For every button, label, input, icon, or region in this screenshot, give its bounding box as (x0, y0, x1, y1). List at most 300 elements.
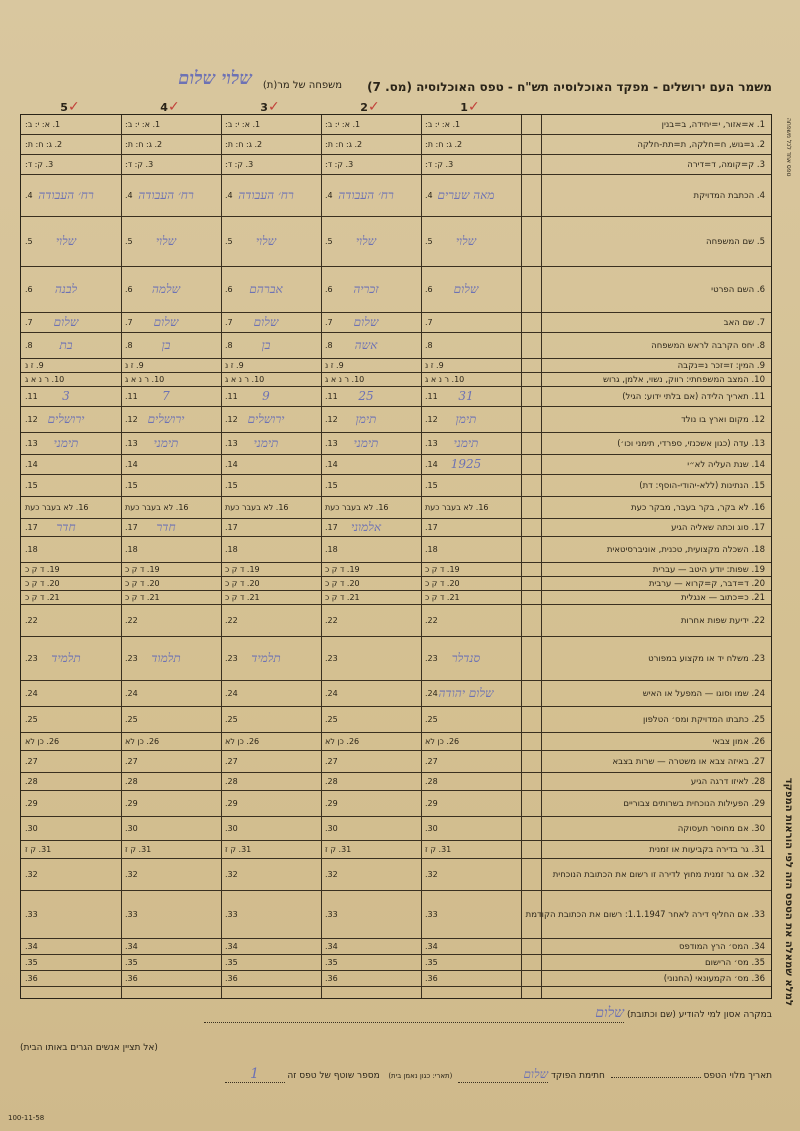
field-person-2[interactable] (321, 591, 421, 605)
field-options: 9. ז נ (325, 360, 344, 370)
field-options: 7. (425, 317, 433, 327)
field-person-3[interactable] (221, 455, 321, 475)
field-person-1[interactable] (421, 373, 521, 387)
field-person-2[interactable] (321, 359, 421, 373)
field-person-4[interactable] (121, 637, 221, 681)
check-mark-icon: ✓ (67, 99, 80, 115)
field-person-1[interactable] (421, 681, 521, 707)
field-options: 36. (25, 973, 38, 983)
field-person-4[interactable] (121, 433, 221, 455)
field-options: 19. ד ק כ (425, 564, 460, 574)
field-value: שלום (253, 315, 279, 329)
field-person-2[interactable] (321, 407, 421, 433)
field-options: 23. (325, 653, 338, 663)
field-options: 25. (425, 714, 438, 724)
field-person-2[interactable] (321, 891, 421, 939)
field-person-1[interactable] (421, 733, 521, 751)
field-person-3[interactable] (221, 333, 321, 359)
field-person-2[interactable] (321, 497, 421, 519)
field-person-4[interactable] (121, 267, 221, 313)
field-person-1[interactable] (421, 433, 521, 455)
emergency-input[interactable]: שלום (204, 1005, 624, 1023)
field-options: 2. ג: ח: ת: (425, 139, 463, 149)
field-person-1[interactable] (421, 359, 521, 373)
field-options: 15. (125, 480, 138, 490)
field-person-1[interactable] (421, 475, 521, 497)
field-options: 8. (225, 340, 233, 350)
field-person-2[interactable] (321, 971, 421, 987)
field-person-3[interactable] (221, 591, 321, 605)
field-person-2[interactable] (321, 817, 421, 841)
field-person-4[interactable] (121, 591, 221, 605)
field-person-1[interactable] (421, 135, 521, 155)
field-person-1[interactable] (421, 891, 521, 939)
field-person-5[interactable] (21, 955, 121, 971)
field-options: 6. (425, 284, 433, 294)
field-person-4[interactable] (121, 407, 221, 433)
field-person-3[interactable] (221, 313, 321, 333)
field-person-1[interactable] (421, 859, 521, 891)
field-person-1[interactable] (421, 773, 521, 791)
field-person-3[interactable] (221, 605, 321, 637)
field-person-3[interactable] (221, 637, 321, 681)
field-person-5[interactable] (21, 313, 121, 333)
form-row-heb (21, 563, 771, 577)
field-person-1[interactable] (421, 605, 521, 637)
row-label: 6. השם הפרטי (711, 284, 765, 295)
field-person-5[interactable] (21, 791, 121, 817)
field-person-3[interactable] (221, 681, 321, 707)
field-person-4[interactable] (121, 455, 221, 475)
field-person-1[interactable] (421, 751, 521, 773)
field-value: בן (261, 338, 271, 352)
field-person-1[interactable] (421, 155, 521, 175)
field-person-1[interactable] (421, 455, 521, 475)
field-person-1[interactable] (421, 519, 521, 537)
field-person-3[interactable] (221, 563, 321, 577)
field-person-2[interactable] (321, 955, 421, 971)
field-person-3[interactable] (221, 497, 321, 519)
field-person-2[interactable] (321, 267, 421, 313)
field-options: 4. (325, 190, 333, 200)
form-row-otherlang (21, 605, 771, 637)
field-options: 9. ז נ (25, 360, 44, 370)
field-person-1[interactable] (421, 387, 521, 407)
field-person-2[interactable] (321, 563, 421, 577)
field-person-1[interactable] (421, 217, 521, 267)
field-person-1[interactable] (421, 537, 521, 563)
form-row-arab (21, 577, 771, 591)
field-person-4[interactable] (121, 605, 221, 637)
field-person-3[interactable] (221, 971, 321, 987)
field-options: 10. ר נ א ג (125, 374, 165, 384)
field-person-2[interactable] (321, 681, 421, 707)
field-person-5[interactable] (21, 333, 121, 359)
field-person-2[interactable] (321, 115, 421, 135)
field-person-3[interactable] (221, 773, 321, 791)
field-person-5[interactable] (21, 841, 121, 859)
field-person-1[interactable] (421, 791, 521, 817)
field-value: 9 (262, 389, 270, 403)
field-person-2[interactable] (321, 155, 421, 175)
field-person-2[interactable] (321, 217, 421, 267)
field-person-1[interactable] (421, 333, 521, 359)
field-options: 8. (425, 340, 433, 350)
field-person-3[interactable] (221, 135, 321, 155)
field-person-4[interactable] (121, 475, 221, 497)
field-person-1[interactable] (421, 407, 521, 433)
field-person-4[interactable] (121, 841, 221, 859)
field-options: 26. כן לא (125, 736, 160, 746)
field-options: 27. (425, 756, 438, 766)
field-person-4[interactable] (121, 563, 221, 577)
field-person-2[interactable] (321, 773, 421, 791)
row-label: 18. השכלה מקצועית, טכנית, אוניברסיטאית (606, 544, 765, 555)
field-person-1[interactable] (421, 115, 521, 135)
field-person-1[interactable] (421, 175, 521, 217)
field-person-3[interactable] (221, 859, 321, 891)
row-label: 14. שנת העליה לא״י (687, 459, 765, 470)
field-person-2[interactable] (321, 751, 421, 773)
field-person-1[interactable] (421, 637, 521, 681)
field-person-2[interactable] (321, 605, 421, 637)
field-person-4[interactable] (121, 333, 221, 359)
fill-date-label: תאריך מלוי הטפס (703, 1071, 772, 1081)
field-person-4[interactable] (121, 359, 221, 373)
field-person-2[interactable] (321, 387, 421, 407)
field-person-3[interactable] (221, 817, 321, 841)
field-options: 19. ד ק כ (225, 564, 260, 574)
form-header (20, 68, 772, 100)
field-person-2[interactable] (321, 333, 421, 359)
field-options: 28. (225, 776, 238, 786)
field-options: 28. (325, 776, 338, 786)
field-value: מאה שערים (437, 188, 495, 202)
signature-input[interactable]: שלום (458, 1067, 548, 1083)
field-options: 35. (125, 957, 138, 967)
field-options: 27. (325, 756, 338, 766)
field-options: 5. (325, 236, 333, 246)
field-person-2[interactable] (321, 455, 421, 475)
field-person-4[interactable] (121, 707, 221, 733)
field-options: 32. (125, 869, 138, 879)
field-person-5[interactable] (21, 455, 121, 475)
field-options: 16. לא בעבר כעת (25, 502, 89, 512)
field-person-3[interactable] (221, 955, 321, 971)
row-label: 29. הפעילות הנוכחית בשרותים צבוריים (623, 798, 765, 809)
field-person-5[interactable] (21, 407, 121, 433)
field-person-5[interactable] (21, 605, 121, 637)
field-options: 20. ד ק כ (225, 578, 260, 588)
field-person-5[interactable] (21, 155, 121, 175)
field-person-5[interactable] (21, 891, 121, 939)
field-options: 26. כן לא (325, 736, 360, 746)
field-person-3[interactable] (221, 155, 321, 175)
field-person-4[interactable] (121, 891, 221, 939)
field-person-5[interactable] (21, 681, 121, 707)
field-value: שלוי (355, 234, 377, 248)
field-options: 9. ז נ (225, 360, 244, 370)
field-person-1[interactable] (421, 707, 521, 733)
field-person-1[interactable] (421, 497, 521, 519)
field-person-3[interactable] (221, 359, 321, 373)
field-person-1[interactable] (421, 563, 521, 577)
field-person-4[interactable] (121, 791, 221, 817)
field-person-3[interactable] (221, 475, 321, 497)
field-person-1[interactable] (421, 841, 521, 859)
field-person-4[interactable] (121, 115, 221, 135)
field-person-4[interactable] (121, 155, 221, 175)
field-person-5[interactable] (21, 939, 121, 955)
field-person-2[interactable] (321, 519, 421, 537)
field-person-2[interactable] (321, 733, 421, 751)
field-person-1[interactable] (421, 955, 521, 971)
field-person-4[interactable] (121, 519, 221, 537)
field-person-5[interactable] (21, 135, 121, 155)
field-person-5[interactable] (21, 817, 121, 841)
field-person-3[interactable] (221, 577, 321, 591)
column-number-1: 1✓ (460, 99, 480, 115)
field-person-5[interactable] (21, 519, 121, 537)
field-person-4[interactable] (121, 135, 221, 155)
field-options: 17. (125, 522, 138, 532)
field-person-2[interactable] (321, 433, 421, 455)
field-person-4[interactable] (121, 751, 221, 773)
field-person-5[interactable] (21, 115, 121, 135)
emergency-note: (אל תציין אנשים הגרים באותו הבית) (20, 1043, 158, 1053)
form-row-father (21, 313, 771, 333)
field-value: רח׳ העבודה (338, 188, 394, 202)
field-person-3[interactable] (221, 175, 321, 217)
check-mark-icon: ✓ (267, 99, 280, 115)
field-person-3[interactable] (221, 537, 321, 563)
field-person-5[interactable] (21, 175, 121, 217)
field-person-5[interactable] (21, 433, 121, 455)
field-person-4[interactable] (121, 313, 221, 333)
field-options: 1. א: י: ב: (25, 119, 61, 129)
field-person-3[interactable] (221, 373, 321, 387)
field-options: 26. כן לא (25, 736, 60, 746)
field-person-2[interactable] (321, 791, 421, 817)
field-person-3[interactable] (221, 433, 321, 455)
field-person-3[interactable] (221, 407, 321, 433)
field-options: 3. ק: ד: (425, 159, 454, 169)
field-person-4[interactable] (121, 955, 221, 971)
field-options: 6. (125, 284, 133, 294)
field-options: 13. (225, 438, 238, 448)
row-label: 13. עדה (כגון אשכנזי, ספרדי, תימני וכו׳) (617, 438, 765, 449)
field-person-5[interactable] (21, 497, 121, 519)
field-options: 34. (25, 941, 38, 951)
field-person-2[interactable] (321, 637, 421, 681)
field-options: 32. (225, 869, 238, 879)
field-options: 7. (25, 317, 33, 327)
form-row-floor (21, 155, 771, 175)
field-person-5[interactable] (21, 859, 121, 891)
field-value: אברהם (249, 282, 283, 296)
field-person-4[interactable] (121, 971, 221, 987)
row-label: 17. סוג וכתה שאליה הגיע (671, 522, 765, 533)
field-person-4[interactable] (121, 387, 221, 407)
field-person-4[interactable] (121, 939, 221, 955)
field-options: 4. (425, 190, 433, 200)
form-row-occupation (21, 637, 771, 681)
row-label: 32. אם גר זמנית מחוץ לדירה זו רשום את הכתובת הנוכחית (552, 869, 765, 880)
field-person-3[interactable] (221, 841, 321, 859)
field-options: 8. (125, 340, 133, 350)
field-value: 3 (62, 389, 70, 403)
field-person-5[interactable] (21, 591, 121, 605)
field-person-5[interactable] (21, 373, 121, 387)
field-person-4[interactable] (121, 175, 221, 217)
field-person-5[interactable] (21, 475, 121, 497)
field-person-4[interactable] (121, 537, 221, 563)
field-person-3[interactable] (221, 939, 321, 955)
form-grid (20, 114, 772, 999)
field-person-3[interactable] (221, 791, 321, 817)
column-number-2: 2✓ (360, 99, 380, 115)
field-options: 3. ק: ד: (225, 159, 254, 169)
field-person-4[interactable] (121, 217, 221, 267)
field-options: 34. (225, 941, 238, 951)
field-options: 16. לא בעבר כעת (225, 502, 289, 512)
field-person-2[interactable] (321, 475, 421, 497)
field-person-3[interactable] (221, 267, 321, 313)
field-person-2[interactable] (321, 939, 421, 955)
row-label: 25. כתבתו המדויקת ומס׳ הטלפון (642, 714, 765, 725)
field-options: 22. (25, 615, 38, 625)
field-options: 26. כן לא (225, 736, 260, 746)
field-person-4[interactable] (121, 773, 221, 791)
field-options: 10. ר נ א ג (25, 374, 65, 384)
field-person-2[interactable] (321, 537, 421, 563)
field-options: 18. (425, 544, 438, 554)
fill-date-input[interactable] (611, 1077, 701, 1078)
field-person-1[interactable] (421, 939, 521, 955)
field-options: 24. (425, 688, 438, 698)
field-person-5[interactable] (21, 217, 121, 267)
field-options: 18. (125, 544, 138, 554)
field-person-4[interactable] (121, 733, 221, 751)
field-options: 32. (425, 869, 438, 879)
check-mark-icon: ✓ (167, 99, 180, 115)
field-person-2[interactable] (321, 577, 421, 591)
field-options: 12. (425, 414, 438, 424)
row-label: 34. המס׳ הרץ המודפס (678, 941, 765, 952)
column-divider (321, 115, 322, 998)
field-person-1[interactable] (421, 577, 521, 591)
field-options: 22. (425, 615, 438, 625)
field-person-4[interactable] (121, 577, 221, 591)
field-person-1[interactable] (421, 313, 521, 333)
field-options: 19. ד ק כ (325, 564, 360, 574)
row-label: 9. המין: ז=זכר נ=נקבה (677, 360, 765, 371)
form-row-block (21, 135, 771, 155)
field-value: רח׳ העבודה (138, 188, 194, 202)
field-options: 3. ק: ד: (25, 159, 54, 169)
field-options: 14. (225, 459, 238, 469)
field-person-5[interactable] (21, 637, 121, 681)
form-title: משמר העם ירושלים - מפקד האוכלוסיה תש"ח - טפס האוכלוסיה (מס. 7) (367, 80, 772, 94)
side-note: טפס אחד לכל משפחה (785, 118, 792, 177)
field-person-5[interactable] (21, 563, 121, 577)
field-person-5[interactable] (21, 537, 121, 563)
row-label: 28. לאיזו דרגה הגיע (690, 776, 765, 787)
field-person-5[interactable] (21, 733, 121, 751)
field-person-4[interactable] (121, 681, 221, 707)
form-row-marital (21, 373, 771, 387)
row-label: 5. שם המשפחה (706, 236, 765, 247)
field-person-5[interactable] (21, 751, 121, 773)
field-person-4[interactable] (121, 373, 221, 387)
field-options: 11. (25, 391, 38, 401)
shared-number-input[interactable]: 1 (225, 1066, 285, 1083)
field-person-3[interactable] (221, 115, 321, 135)
field-person-3[interactable] (221, 387, 321, 407)
field-options: 21. ד ק כ (125, 592, 160, 602)
field-person-2[interactable] (321, 175, 421, 217)
field-person-3[interactable] (221, 707, 321, 733)
field-person-3[interactable] (221, 891, 321, 939)
field-person-4[interactable] (121, 817, 221, 841)
field-options: 18. (325, 544, 338, 554)
field-options: 19. ד ק כ (125, 564, 160, 574)
field-options: 15. (325, 480, 338, 490)
field-person-2[interactable] (321, 841, 421, 859)
field-person-2[interactable] (321, 707, 421, 733)
field-options: 34. (425, 941, 438, 951)
field-person-3[interactable] (221, 217, 321, 267)
field-person-5[interactable] (21, 773, 121, 791)
field-person-2[interactable] (321, 313, 421, 333)
form-row-army (21, 751, 771, 773)
field-value: תימן (455, 412, 477, 426)
field-value: תלמיד (251, 651, 281, 665)
date-hint: (תארי: כגון נאמן בית) (388, 1072, 453, 1080)
field-person-5[interactable] (21, 577, 121, 591)
field-person-1[interactable] (421, 591, 521, 605)
field-value: 31 (458, 389, 474, 403)
field-person-3[interactable] (221, 519, 321, 537)
family-name: שלוי שלום (178, 68, 252, 89)
field-person-5[interactable] (21, 971, 121, 987)
field-person-2[interactable] (321, 373, 421, 387)
field-person-1[interactable] (421, 817, 521, 841)
field-person-5[interactable] (21, 707, 121, 733)
field-options: 30. (125, 823, 138, 833)
field-person-5[interactable] (21, 267, 121, 313)
field-options: 32. (25, 869, 38, 879)
field-person-1[interactable] (421, 971, 521, 987)
field-person-2[interactable] (321, 135, 421, 155)
row-label: 31. גר בדירה בקביעות או זמנית (649, 844, 765, 855)
field-options: 6. (225, 284, 233, 294)
field-value: תלמוד (151, 651, 181, 665)
field-person-2[interactable] (321, 859, 421, 891)
row-label: 35. מס׳ הרישום (705, 957, 765, 968)
field-options: 30. (425, 823, 438, 833)
field-person-1[interactable] (421, 267, 521, 313)
field-person-4[interactable] (121, 497, 221, 519)
field-person-5[interactable] (21, 387, 121, 407)
field-value: שלוי (255, 234, 277, 248)
field-person-4[interactable] (121, 859, 221, 891)
field-options: 5. (125, 236, 133, 246)
field-person-3[interactable] (221, 733, 321, 751)
field-options: 11. (325, 391, 338, 401)
field-person-5[interactable] (21, 359, 121, 373)
field-person-3[interactable] (221, 751, 321, 773)
